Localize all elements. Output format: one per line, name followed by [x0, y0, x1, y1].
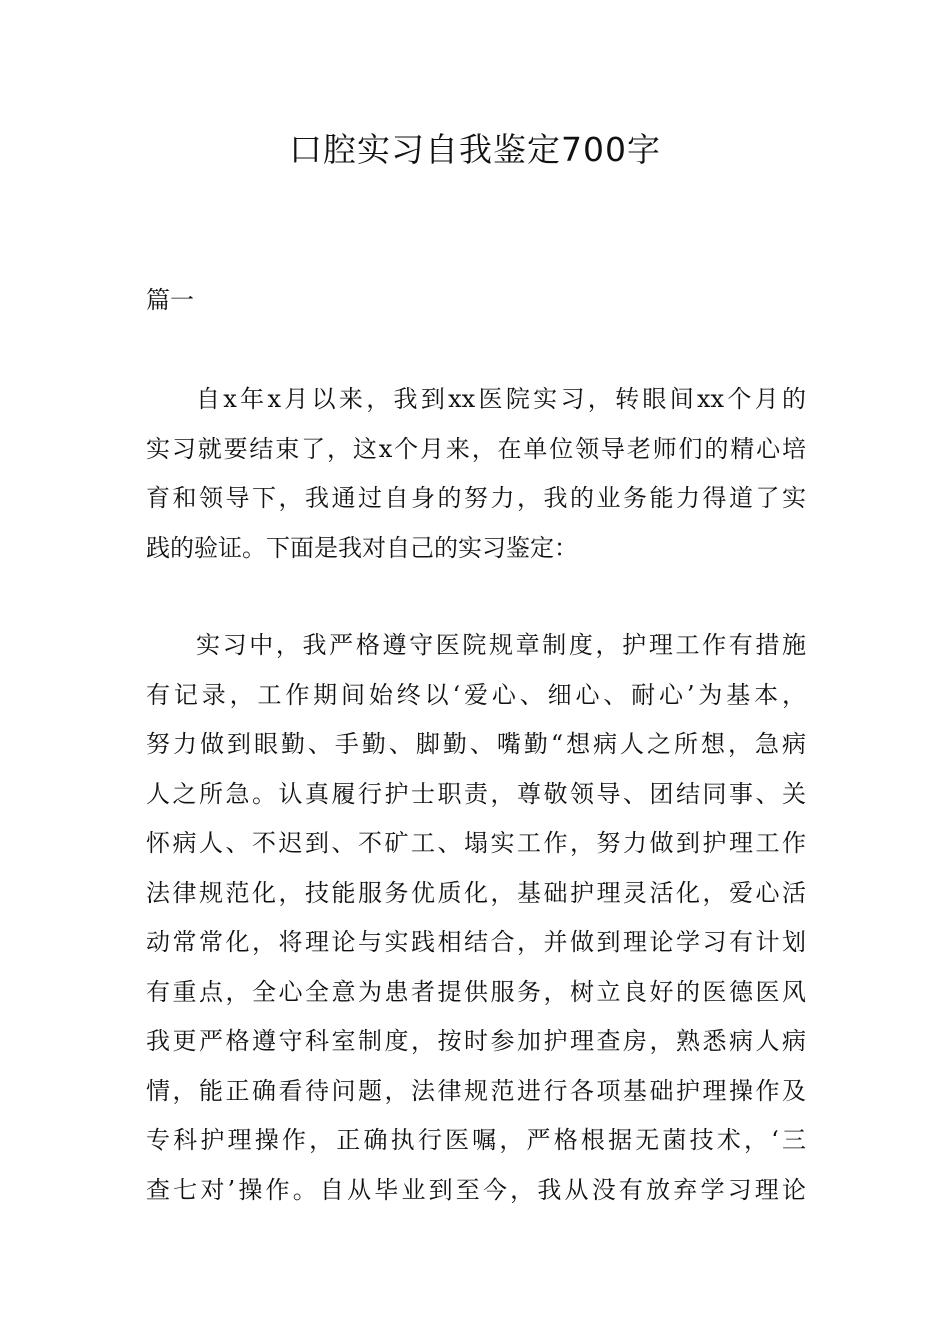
paragraph-line: 查七对’操作。自从毕业到至今，我从没有放弃学习理论 — [146, 1175, 806, 1204]
paragraph-line: 自x年x月以来，我到xx医院实习，转眼间xx个月的 — [196, 385, 806, 413]
paragraph-line: 法律规范化，技能服务优质化，基础护理灵活化，爱心活 — [146, 878, 806, 907]
paragraph-line: 实习中，我严格遵守医院规章制度，护理工作有措施 — [196, 631, 806, 659]
paragraph-line: 专科护理操作，正确执行医嘱，严格根据无菌技术，‘三 — [146, 1126, 806, 1154]
paragraph-line: 怀病人、不迟到、不矿工、塌实工作，努力做到护理工作 — [146, 829, 806, 857]
paragraph-line: 努力做到眼勤、手勤、脚勤、嘴勤“想病人之所想，急病 — [146, 730, 806, 758]
paragraph-line: 动常常化，将理论与实践相结合，并做到理论学习有计划 — [146, 928, 806, 956]
paragraph-line: 有重点，全心全意为患者提供服务，树立良好的医德医风 — [146, 977, 806, 1006]
document-title: 口腔实习自我鉴定700字 — [289, 130, 661, 169]
paragraph-line: 育和领导下，我通过自身的努力，我的业务能力得道了实 — [146, 484, 806, 512]
paragraph-2 — [146, 621, 806, 1215]
paragraph-line: 有记录，工作期间始终以‘爱心、细心、耐心’为基本， — [146, 680, 806, 709]
paragraph-line: 情，能正确看待问题，法律规范进行各项基础护理操作及 — [146, 1076, 806, 1105]
paragraph-1 — [146, 375, 806, 573]
paragraph-line: 实习就要结束了，这x个月来，在单位领导老师们的精心培 — [146, 434, 806, 463]
section-label: 篇一 — [146, 286, 194, 314]
paragraph-line: 人之所急。认真履行护士职责，尊敬领导、团结同事、关 — [146, 779, 806, 808]
paragraph-line: 践的验证。下面是我对自己的实习鉴定： — [146, 533, 578, 562]
paragraph-line: 我更严格遵守科室制度，按时参加护理查房，熟悉病人病 — [146, 1027, 806, 1055]
